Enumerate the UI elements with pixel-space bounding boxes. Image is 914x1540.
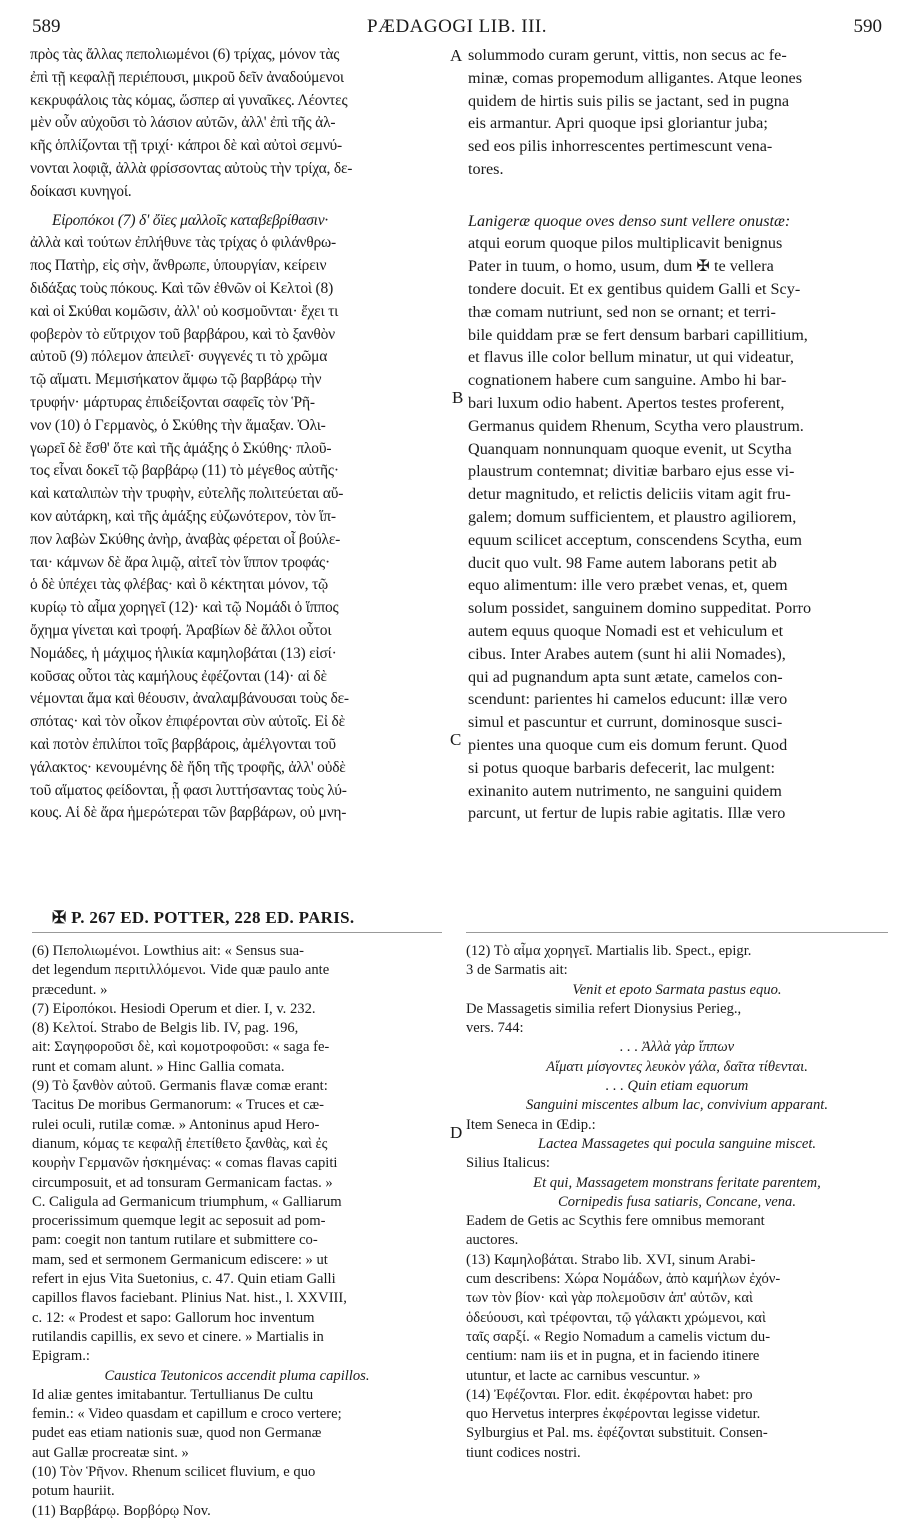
text-line: rutilandis capillis, ex sevo et cinere. » Martialis in: [32, 1328, 324, 1345]
text-line: νον (10) ὁ Γερμανὸς, ὁ Σκύθης τὴν ἅμαξαν. Ὀλι-: [30, 416, 326, 434]
text-line: scendunt: parientes hi camelos educunt: illæ vero: [468, 690, 788, 709]
text-line: Venit et epoto Sarmata pastus equo.: [572, 981, 782, 998]
text-line: ὁδεύουσι, καὶ τρέφονται, τῷ γάλακτι χρώμενοι, καὶ: [466, 1309, 766, 1326]
text-line: c. 12: « Prodest et sapo: Gallorum hoc inventum: [32, 1309, 315, 1326]
text-line: galem; domum sufficientem, et plaustro agiliorem,: [468, 507, 797, 526]
running-header: [32, 12, 882, 42]
text-line: bari luxum odio habent. Apertos testes proferent,: [468, 393, 785, 412]
text-line: autem equus quoque Nomadi est et vehiculum et: [468, 621, 784, 640]
section-marker-d: D: [450, 1123, 463, 1142]
text-line: (6) Πεπολιωμένοι. Lowthius ait: « Sensus sua-: [32, 943, 305, 959]
text-line: Tacitus De moribus Germanorum: « Truces et cæ-: [32, 1097, 325, 1114]
text-line: Cornipedis fusa satiaris, Concane, vena.: [558, 1193, 796, 1210]
text-line: Sylburgius et Pal. ms. ἐφέζονται substituit. Consen-: [466, 1425, 768, 1442]
text-line: τος εἶναι δοκεῖ τῷ βαρβάρῳ (11) τὸ μέγεθος αὐτῆς·: [30, 462, 339, 480]
text-line: Pater in tuum, o homo, usum, dum ✠ te vellera: [468, 257, 774, 276]
text-line: Νομάδες, ἡ μάχιμος ἡλικία καμηλοβάται (13) εἰσί·: [30, 644, 337, 662]
latin-text-column: [468, 44, 888, 825]
text-line: ἀλλὰ καὶ τούτων ἐπλήθυνε τὰς τρίχας ὁ φιλάνθρω-: [30, 234, 336, 252]
text-line: καὶ οἱ Σκύθαι κομῶσιν, ἀλλ' οὐ κοσμοῦνται· ἔχει τι: [30, 302, 339, 320]
text-line: plaustrum contemnat; divitiæ barbaro ejus esse vi-: [468, 462, 795, 481]
text-line: γωρεῖ δὲ ἔσθ' ὅτε καὶ τῆς ἁμάξης ὁ Σκύθης· πλοῦ-: [30, 439, 332, 457]
text-line: tondere docuit. Et ex gentibus quidem Galli et Scy-: [468, 279, 801, 298]
section-marker-c: C: [450, 730, 462, 749]
text-line: potum hauriit.: [32, 1483, 115, 1500]
text-line: νονται λοφιᾷ, ἀλλὰ φρίσσοντας αὐτοὺς τὴν τρίχα, δε-: [30, 159, 353, 177]
text-line: ἐπὶ τῇ κεφαλῇ περιέπουσι, μικροῦ δεῖν ἀναδούμενοι: [30, 68, 344, 86]
text-line: μὲν οὖν αὐχοῦσι τὸ λάσιον αὐτῶν, ἀλλ' ἐπὶ τῆς ἀλ-: [30, 114, 336, 132]
text-line: (14) Ἐφέζονται. Flor. edit. ἐκφέρονται habet: pro: [466, 1386, 753, 1403]
text-line: (9) Τὸ ξανθὸν αὐτοῦ. Germanis flavæ comæ erant:: [32, 1078, 328, 1095]
footnotes-right: [466, 942, 888, 1463]
text-line: κῆς ὁπλίζονται τῇ τριχί· κάπροι δὲ καὶ αὐτοὶ σεμνύ-: [30, 137, 342, 155]
text-line: quo Hervetus interpres ἐκφέρονται legisse videtur.: [466, 1406, 761, 1423]
text-line: centium: nam iis et in pugna, et in faciendo itinere: [466, 1348, 760, 1365]
text-line: κους. Αἱ δὲ ἄρα ἡμερώτεραι τῶν βαρβάρων, οὐ μνη-: [30, 804, 347, 822]
text-line: γάλακτος· κενουμένης δὲ ἤδη τῆς τροφῆς, ἀλλ' οὐδὲ: [30, 758, 346, 776]
text-line: Αἵματι μίσγοντες λευκὸν γάλα, δαῖτα τίθενται.: [546, 1058, 808, 1075]
text-line: refert in ejus Vita Suetonius, c. 47. Quin etiam Galli: [32, 1271, 336, 1288]
text-line: thæ comam nutriunt, sed non se ornant; et terri-: [468, 302, 776, 321]
text-line: det legendum περιτιλλόμενοι. Vide quæ paulo ante: [32, 962, 330, 979]
page-number-left: 589: [32, 16, 61, 37]
text-line: καὶ ποτὸν ἐπιλίποι τοῖς βαρβάροις, ἀμέλγονται τοῦ: [30, 735, 336, 753]
text-line: simul et pascuntur et currunt, dominosque susci-: [468, 713, 783, 732]
text-line: parcunt, ut fertur de lupis rabie agitatis. Illæ vero: [468, 804, 786, 823]
text-line: (11) Βαρβάρῳ. Βορβόρῳ Nov.: [32, 1502, 211, 1519]
text-line: mam, sed et sermonem Germanicum ediscere: » ut: [32, 1251, 328, 1268]
running-title: PÆDAGOGI LIB. III.: [367, 16, 547, 37]
text-line: si potus quoque barbaris defecerit, lac mulgent:: [468, 758, 776, 777]
text-line: præcedunt. »: [32, 981, 108, 998]
text-line: Caustica Teutonicos accendit pluma capillos.: [104, 1367, 370, 1384]
edition-reference: ✠ P. 267 ED. POTTER, 228 ED. PARIS.: [52, 908, 355, 927]
footnotes-left: [32, 942, 442, 1521]
text-line: δοίκασι κυνηγοί.: [30, 182, 132, 200]
text-line: ται· κάμνων δὲ ἄρα λιμῷ, αἰτεῖ τὸν ἵππον τροφάς·: [30, 553, 330, 571]
text-line: detur magnitudo, et relictis deliciis vitam agit fru-: [468, 485, 791, 504]
footnote-divider-right: [466, 932, 888, 933]
text-line: (7) Εἰροπόκοι. Hesiodi Operum et dier. I, v. 232.: [32, 1000, 316, 1017]
text-line: Lanigeræ quoque oves denso sunt vellere onustæ:: [468, 211, 791, 230]
text-line: αὐτοῦ (9) πόλεμον ἀπειλεῖ· συγγενές τι τὸ χρῶμα: [30, 348, 328, 366]
text-line: Lactea Massagetes qui pocula sanguine miscet.: [537, 1135, 817, 1152]
text-line: cum describens: Χώρα Νομάδων, ἀπὸ καμήλων ἐχόν-: [466, 1271, 781, 1288]
greek-text-column: [30, 44, 463, 825]
text-line: πον λαβὼν Σκύθης ἀνὴρ, ἀναβὰς φέρεται οἷ βούλε-: [30, 530, 341, 548]
text-line: dianum, κόμας τε κεφαλῇ ἐπετίθετο ξανθὰς, καὶ ἐς: [32, 1135, 328, 1152]
text-line: Epigram.:: [32, 1348, 90, 1365]
text-line: atqui eorum quoque pilos multiplicavit benignus: [468, 234, 783, 253]
text-line: rulei oculi, rutilæ comæ. » Antoninus apud Hero-: [32, 1116, 320, 1133]
footnote-divider-left: [32, 932, 442, 933]
text-line: aut Gallæ procreatæ sint. »: [32, 1444, 189, 1461]
text-line: των τὸν βίον· καὶ γὰρ πολεμοῦσιν ἀπ' αὐτῶν, καὶ: [466, 1290, 753, 1307]
text-line: solum possidet, sanguinem domino suppeditat. Porro: [468, 599, 812, 618]
text-line: solummodo curam gerunt, vittis, non secus ac fe-: [468, 46, 787, 64]
text-line: De Massagetis similia refert Dionysius Perieg.,: [466, 1000, 742, 1017]
text-line: σπότας· καὶ τὸν οἶκον ἐπιφέρονται σὺν αὑτοῖς. Εἰ δὲ: [30, 713, 345, 731]
text-line: τοῦ αἵματος φείδονται, ᾗ φασι λυττήσαντας τοὺς λύ-: [30, 781, 347, 799]
text-line: procerissimum quemque legit ac seposuit ad pom-: [32, 1213, 326, 1230]
text-line: Item Seneca in Œdip.:: [466, 1116, 596, 1133]
text-line: et flavus ille color bellum minatur, ut qui videatur,: [468, 348, 794, 367]
text-line: Id aliæ gentes imitabantur. Tertullianus De cultu: [32, 1386, 314, 1403]
text-line: ὄχημα γίνεται καὶ τροφή. Ἀραβίων δὲ ἄλλοι οὗτοι: [30, 621, 332, 639]
text-line: sed eos pilis inhorrescentes pertimescunt vena-: [468, 137, 773, 156]
text-line: Eadem de Getis ac Scythis fere omnibus memorant: [466, 1213, 765, 1230]
text-line: νέμονται ἅμα καὶ θέουσιν, ἀναλαμβάνουσαι τοὺς δε-: [30, 690, 349, 708]
text-line: (13) Καμηλοβάται. Strabo lib. XVI, sinum Arabi-: [466, 1251, 756, 1268]
text-line: eis armantur. Apri quoque ipsi gloriantur juba;: [468, 114, 768, 133]
text-line: κον αὐτάρκη, καὶ τῆς ἁμάξης εὐζωνότερον, τὸν ἵπ-: [30, 507, 336, 525]
text-line: ducit quo vult. 98 Fame autem laborans petit ab: [468, 553, 777, 572]
text-line: (8) Κελτοί. Strabo de Belgis lib. IV, pag. 196,: [32, 1020, 299, 1037]
text-line: διδάξας τοὺς πόκους. Καὶ τῶν ἐθνῶν οἱ Κελτοὶ (8): [30, 279, 334, 297]
text-line: [468, 181, 888, 204]
text-line: (12) Τὸ αἷμα χορηγεῖ. Martialis lib. Spect., epigr.: [466, 943, 752, 959]
text-line: bile quiddam præ se fert densum barbari capillitium,: [468, 325, 808, 344]
text-line: femin.: « Video quasdam et capillum e croco vertere;: [32, 1406, 342, 1423]
text-line: pientes una quoque cum eis domum ferunt. Quod: [468, 735, 788, 754]
text-line: ait: Σαγηφοροῦσι δὲ, καὶ κομοτροφοῦσι: « saga fe-: [32, 1039, 330, 1056]
text-line: κοῦσας οὗτοι τὰς καμήλους ἐφέζονται (14)· αἱ δὲ: [30, 667, 327, 685]
text-line: vers. 744:: [466, 1020, 524, 1037]
text-line: Germanus quidem Rhenum, Scytha vero plaustrum.: [468, 416, 804, 435]
text-line: Et qui, Massagetem monstrans feritate parentem,: [533, 1174, 821, 1191]
text-line: καὶ καταλιπὼν τὴν τρυφὴν, εὐτελῆς πολιτεύεται αὔ-: [30, 485, 344, 503]
text-line: capillos flavos faciebant. Plinius Nat. hist., l. XXVIII,: [32, 1290, 347, 1307]
text-line: pudet eas etiam nationis suæ, quod non Germanæ: [32, 1425, 322, 1442]
text-line: minæ, comas propemodum alligantes. Atque leones: [468, 68, 803, 87]
text-line: cibus. Inter Arabes autem (sunt hi alii Nomades),: [468, 644, 786, 663]
section-marker-b: B: [452, 388, 464, 407]
text-line: exinanito autem nutrimento, ne sanguini quidem: [468, 781, 782, 800]
text-line: cognationem habere cum sanguine. Ambo hi bar-: [468, 371, 787, 390]
text-line: κουρὴν Γερμανῶν ἠσκημένας: « comas flavas capiti: [32, 1155, 338, 1172]
text-line: Εἰροπόκοι (7) δ' ὄϊες μαλλοῖς καταβεβρίθασιν·: [52, 211, 329, 229]
text-line: . . . Ἀλλὰ γὰρ ἵππων: [619, 1039, 735, 1056]
text-line: tores.: [468, 159, 504, 178]
text-line: κεκρυφάλοις τὰς κόμας, ὥσπερ αἱ γυναῖκες. Λέοντες: [30, 91, 348, 109]
text-line: Sanguini miscentes album lac, convivium apparant.: [526, 1097, 828, 1114]
text-line: quidem de hirtis suis pilis se jactant, sed in pugna: [468, 91, 790, 110]
text-line: auctores.: [466, 1232, 519, 1249]
text-line: tiunt codices nostri.: [466, 1444, 581, 1461]
text-line: (10) Τὸν Ῥῆνον. Rhenum scilicet fluvium, e quo: [32, 1464, 316, 1481]
text-line: Quanquam nonnunquam quoque evenit, ut Scytha: [468, 439, 792, 458]
text-line: C. Caligula ad Germanicum triumphum, « Galliarum: [32, 1193, 342, 1210]
text-line: qui ad pugnandum apta sunt ætate, camelos con-: [468, 667, 783, 686]
text-line: τῷ αἵματι. Μεμισήκατον ἄμφω τῷ βαρβάρῳ τὴν: [30, 371, 322, 389]
text-line: pam: coegit non tantum rutilare et submittere co-: [32, 1232, 318, 1249]
text-line: ταῖς σαρξί. « Regio Nomadum a camelis victum du-: [466, 1328, 771, 1345]
text-line: φοβερὸν τὸ εὔτριχον τοῦ βαρβάρου, καὶ τὸ ξανθὸν: [30, 325, 335, 343]
text-line: utuntur, et lacte ac carnibus vescuntur. »: [466, 1367, 701, 1384]
section-marker-a: A: [450, 46, 463, 65]
text-line: κυρίῳ τὸ αἷμα χορηγεῖ (12)· καὶ τῷ Νομάδι ὁ ἵππος: [30, 599, 339, 617]
text-line: circumposuit, et ad tonsuram Germanicam factas. »: [32, 1174, 333, 1191]
text-line: 3 de Sarmatis ait:: [466, 962, 568, 979]
text-line: runt et comam alunt. » Hinc Gallia comata.: [32, 1058, 285, 1075]
text-line: . . . Quin etiam equorum: [605, 1078, 749, 1095]
text-line: ὁ δὲ ὑπέχει τὰς φλέβας· καὶ ὃ κέκτηται μόνον, τῷ: [30, 576, 329, 594]
text-line: Silius Italicus:: [466, 1155, 550, 1172]
page-number-right: 590: [853, 16, 882, 37]
text-line: τρυφήν· μάρτυρας ἐπιδείξονται σαφεῖς τὸν Ῥῆ-: [30, 393, 315, 411]
text-line: equo alimentum: ille vero præbet venas, et, quem: [468, 576, 788, 595]
text-line: πρὸς τὰς ἄλλας πεπολιωμένοι (6) τρίχας, μόνον τὰς: [30, 46, 340, 63]
text-line: equum scilicet acceptum, conscendens Scytha, eum: [468, 530, 802, 549]
text-line: πος Πατὴρ, εἰς σὴν, ἄνθρωπε, ὑπουργίαν, κείρειν: [30, 257, 327, 275]
